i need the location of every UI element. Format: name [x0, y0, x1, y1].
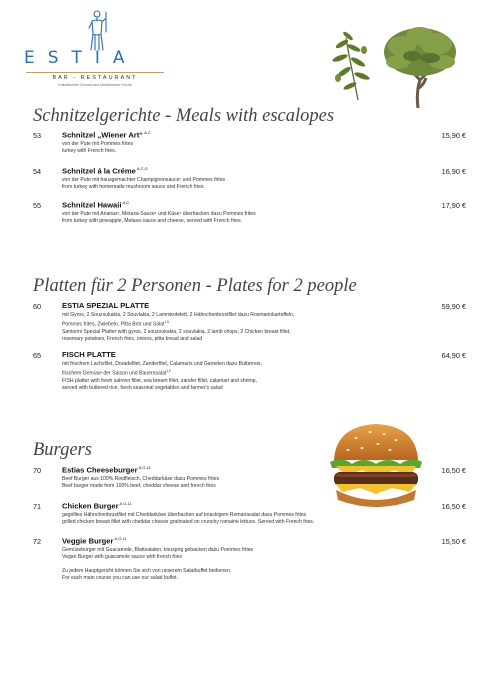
item-number: 72 [33, 537, 42, 546]
item-name: Schnitzel „Wiener Art“$^{A,C}$ [62, 130, 151, 140]
item-price: 16,50 € [441, 502, 466, 511]
section-title-platters: Platten für 2 Personen - Plates for 2 people [33, 276, 357, 296]
brand-tagline: Kulinarischer Genuss aus Mediterraner Küche [58, 83, 132, 87]
item-description: von der Pute mit Pommes frites turkey with French fries. [62, 141, 134, 154]
section-title-schnitzel: Schnitzelgerichte - Meals with escalopes [33, 106, 335, 126]
item-name: Schnitzel á la Créme$^{A,C,G}$ [62, 166, 148, 176]
item-price: 64,90 € [441, 351, 466, 360]
olive-tree-icon [380, 22, 462, 108]
cheeseburger-image [322, 418, 430, 518]
item-number: 65 [33, 351, 42, 360]
item-name: ESTIA SPEZIAL PLATTE [62, 301, 150, 310]
item-description: von der Pute mit hausgemachter Champignonsauce¹ und Pommes frites from turkey with homemade mushroom sauce and French fries. [62, 177, 226, 190]
item-number: 53 [33, 131, 42, 140]
item-description: gegrilltes Hähnchenbrustfilet mit Cheddarkäse überbacken auf knackigem Romanasalat dazu Pommes frites grilled chicken breast fillet with cheddar cheese gratinated on crunchy romaine lettuce. Served with French fries. [62, 512, 315, 525]
item-number: 60 [33, 302, 42, 311]
item-price: 15,90 € [441, 131, 466, 140]
item-number: 54 [33, 167, 42, 176]
item-description: Gemüseburger mit Guacamole, Blattsalaten, knusprig gebacken dazu Pommes frites Vegan Burger with guacamole sauce with french fries [62, 547, 254, 560]
salad-buffet-note: Zu jedem Hauptgericht können Sie sich von unserem Salatbuffet bedienen. For each main course you can use our salad buffet. [62, 568, 232, 581]
item-number: 71 [33, 502, 42, 511]
section-title-burgers: Burgers [33, 440, 92, 460]
item-name: Schnitzel Hawaii$^{A,C}$ [62, 200, 130, 210]
olive-branch-icon [328, 30, 376, 102]
item-price: 16,90 € [441, 167, 466, 176]
item-name: FISCH PLATTE [62, 350, 116, 359]
item-description: mit Gyros, 2 Souzoukakia, 2 Souvlakia, 2 Lammkotelett, 2 Hähnchenbrustfilet dazu Rosmarinkartoffeln, Pommes frites, Zwiebeln, Pitta Brot und Salat$^{1,5}$ Santorini Special Platter with gyros, 2 souzoukakia, 2 souvlakia, 2 lamb chops, 2 Chicken breast fillet, rosemary potatoes, French fries, onions, pitta bread and salad [62, 312, 295, 342]
item-price: 17,90 € [441, 201, 466, 210]
brand-subtitle: BAR - RESTAURANT [52, 75, 138, 81]
item-name: Veggie Burger$^{A,G,11}$ [62, 536, 127, 546]
brand-logo: ESTIA [24, 48, 138, 68]
logo-divider [26, 72, 164, 73]
goddess-logo-icon [86, 8, 108, 52]
item-description: mit frischem Lachsfilet, Doradefilet, Zanderfilet, Calamaris und Garnelen dazu Butterreis, frischem Gemüse der Saison und Bauernsalat$^{1,5}$ FISH platter with fresh salmon fillet, sea bream fillet, zander fillet, calamari and shrimp, served with buttered rice, fresh seasonal vegetables and farmer's salad [62, 361, 262, 391]
item-price: 15,50 € [441, 537, 466, 546]
item-number: 55 [33, 201, 42, 210]
item-description: von der Pute mit Ananas¹, Metaxa-Sauce¹ und Käse¹ überbacken dazu Pommes frites from turkey with pineapple, Metaxa sauce and cheese, served with French fries. [62, 211, 256, 224]
item-description: Beef Burger aus 100% Rindfleisch, Cheddarkäse dazu Pommes frites Beef burger made from 100% beef, cheddar cheese and french fries [62, 476, 220, 489]
item-number: 70 [33, 466, 42, 475]
item-name: Chicken Burger$^{A,G,11}$ [62, 501, 132, 511]
item-price: 59,90 € [441, 302, 466, 311]
item-price: 16,50 € [441, 466, 466, 475]
item-name: Estias Cheeseburger$^{A,G,11}$ [62, 465, 151, 475]
